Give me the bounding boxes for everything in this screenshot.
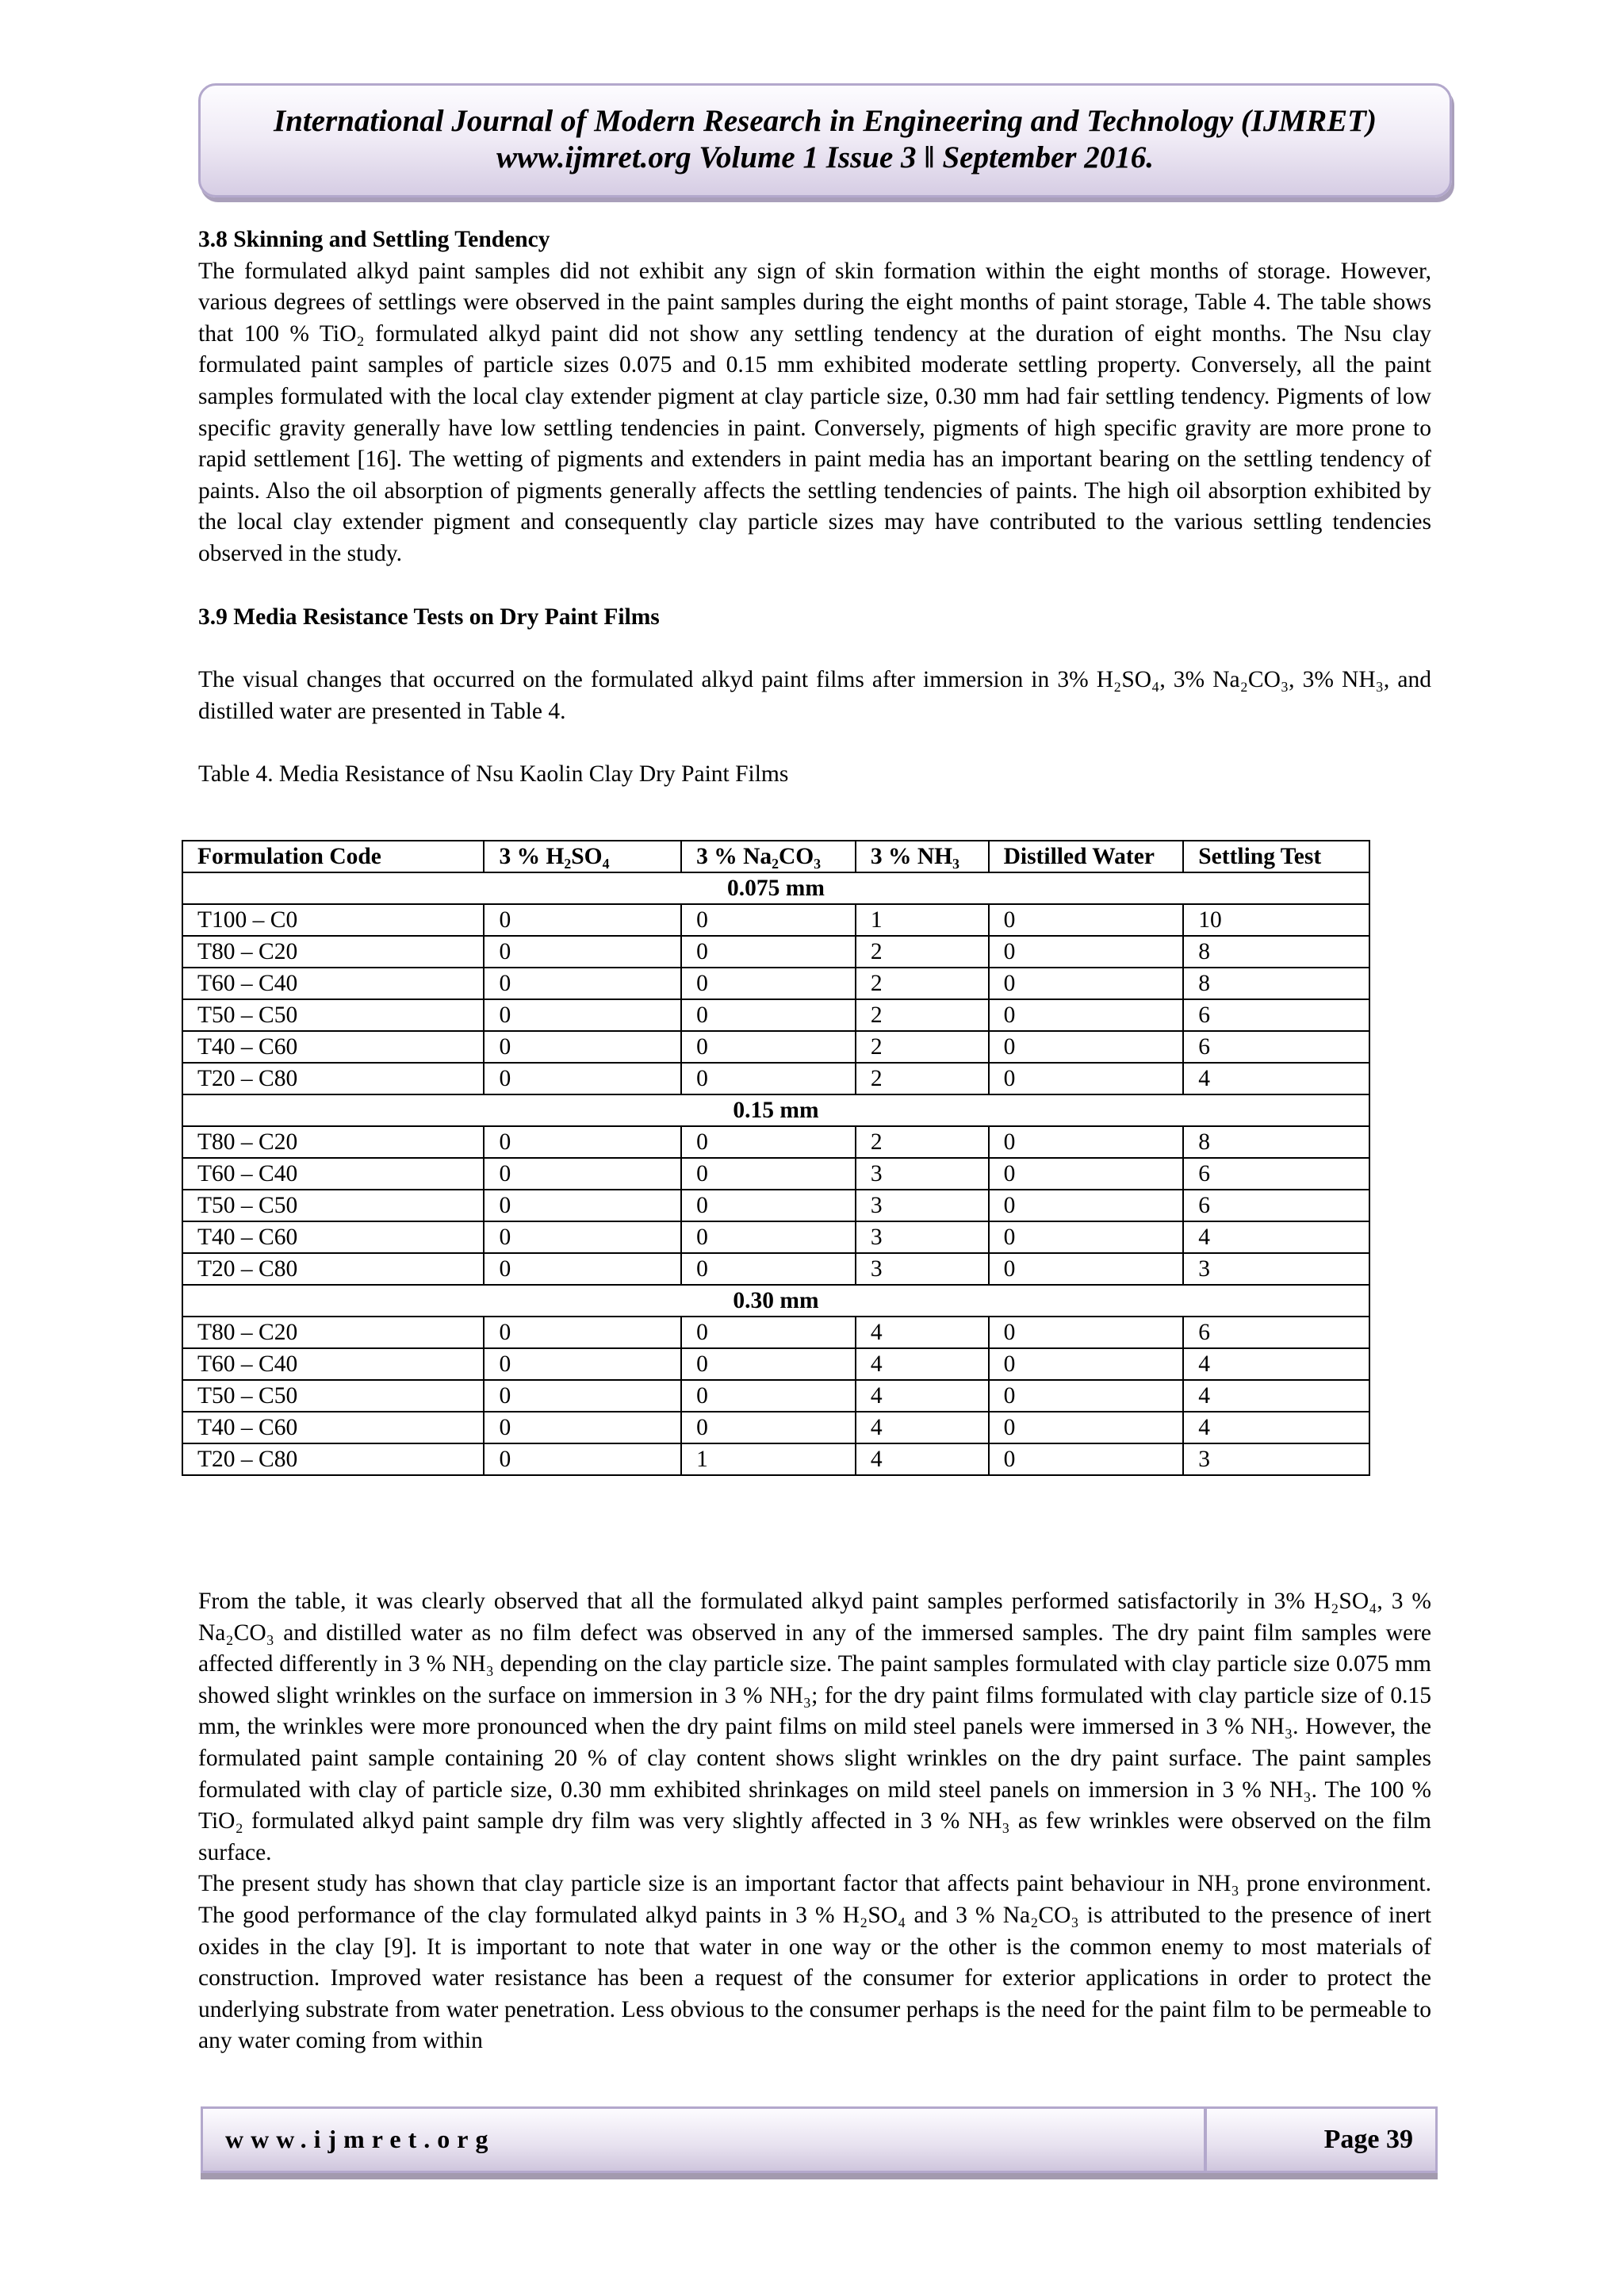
particle-size-group-row bbox=[182, 872, 1369, 904]
table-cell: 2 bbox=[856, 999, 989, 1031]
table-cell: 0 bbox=[989, 1443, 1184, 1475]
column-header: 3 % H₂SO₄ bbox=[484, 841, 681, 872]
table-cell: 3 bbox=[856, 1221, 989, 1253]
table-row bbox=[182, 1380, 1369, 1412]
section-3-8-text: The formulated alkyd paint samples did not exhibit any sign of skin formation within the eight months of storage. However, various degrees of settlings were observed in the paint samples during the eight months of paint storage, Table 4. The table shows that 100 % TiO₂ formulated alkyd paint did not show any settling tendency at the duration of eight months. The Nsu clay formulated paint samples of particle sizes 0.075 and 0.15 mm exhibited moderate settling property. Conversely, all the paint samples formulated with the local clay extender pigment at clay particle size, 0.30 mm had fair settling tendency. Pigments of low specific gravity generally have low settling tendencies in paint. Conversely, pigments of high specific gravity are more prone to rapid settlement [16]. The wetting of pigments and extenders in paint media has an important bearing on the settling tendency of paints. Also the oil absorption of pigments generally affects the settling tendencies of paints. The high oil absorption exhibited by the local clay extender pigment and consequently clay particle sizes may have contributed to the various settling tendencies observed in the study. bbox=[198, 258, 1431, 566]
table-cell: 0 bbox=[484, 1412, 681, 1443]
table-cell: 4 bbox=[1183, 1412, 1369, 1443]
journal-header bbox=[198, 83, 1452, 197]
table-cell: 4 bbox=[1183, 1221, 1369, 1253]
table-row bbox=[182, 999, 1369, 1031]
table-cell: 0 bbox=[989, 1253, 1184, 1285]
table-cell: 0 bbox=[484, 1031, 681, 1063]
table-cell: 0 bbox=[484, 1221, 681, 1253]
table-cell: 0 bbox=[484, 968, 681, 999]
table-cell: T40 – C60 bbox=[182, 1412, 484, 1443]
table-cell: 1 bbox=[681, 1443, 856, 1475]
table-row bbox=[182, 1443, 1369, 1475]
footer-url: www.ijmret.org bbox=[225, 2125, 496, 2153]
table-cell: 10 bbox=[1183, 904, 1369, 936]
journal-title: International Journal of Modern Research in Engineering and Technology (IJMRET) bbox=[274, 104, 1377, 138]
table-cell: T100 – C0 bbox=[182, 904, 484, 936]
footer-divider bbox=[1204, 2109, 1207, 2171]
table-row bbox=[182, 1126, 1369, 1158]
table-cell: 0 bbox=[681, 1158, 856, 1190]
table-row bbox=[182, 968, 1369, 999]
table-cell: T60 – C40 bbox=[182, 1158, 484, 1190]
table-cell: 0 bbox=[484, 999, 681, 1031]
table-row bbox=[182, 1063, 1369, 1094]
table-cell: 0 bbox=[989, 1221, 1184, 1253]
table-cell: 0 bbox=[681, 1221, 856, 1253]
table-row bbox=[182, 1031, 1369, 1063]
table-row bbox=[182, 1317, 1369, 1348]
particle-size-label: 0.15 mm bbox=[182, 1094, 1369, 1126]
table-cell: 0 bbox=[681, 1126, 856, 1158]
table-cell: 0 bbox=[681, 1190, 856, 1221]
discussion-paragraph-1: From the table, it was clearly observed that all the formulated alkyd paint samples performed satisfactorily in 3% H₂SO₄, 3 % Na₂CO₃ and distilled water as no film defect was observed in any of the immersed samples. The dry paint film samples were affected differently in 3 % NH₃ depending on the clay particle size. The paint samples formulated with clay particle size 0.075 mm showed slight wrinkles on the surface on immersion in 3 % NH₃; for the dry paint films formulated with clay particle size of 0.15 mm, the wrinkles were more pronounced when the dry paint films on mild steel panels were immersed in 3 % NH₃. However, the formulated paint sample containing 20 % of clay content shows slight wrinkles on the dry paint surface. The paint samples formulated with clay of particle size, 0.30 mm exhibited shrinkages on mild steel panels on immersion in 3 % NH₃. The 100 % TiO₂ formulated alkyd paint sample dry film was very slightly affected in 3 % NH₃ as few wrinkles were observed on the film surface. bbox=[198, 1589, 1431, 1865]
table-cell: T50 – C50 bbox=[182, 1190, 484, 1221]
table-row bbox=[182, 1158, 1369, 1190]
table-cell: 0 bbox=[681, 1348, 856, 1380]
table-cell: T20 – C80 bbox=[182, 1443, 484, 1475]
table-cell: 0 bbox=[681, 1253, 856, 1285]
table-cell: T20 – C80 bbox=[182, 1063, 484, 1094]
table-cell: 2 bbox=[856, 1126, 989, 1158]
table-cell: 4 bbox=[856, 1412, 989, 1443]
table-cell: 0 bbox=[484, 1190, 681, 1221]
table-cell: 1 bbox=[856, 904, 989, 936]
table-cell: 0 bbox=[989, 1190, 1184, 1221]
table-cell: 0 bbox=[989, 1063, 1184, 1094]
table-cell: 0 bbox=[681, 1031, 856, 1063]
table-cell: 0 bbox=[681, 1317, 856, 1348]
table-cell: 0 bbox=[989, 1126, 1184, 1158]
table-cell: 0 bbox=[989, 1348, 1184, 1380]
body-top bbox=[198, 224, 1431, 791]
table-row bbox=[182, 1412, 1369, 1443]
table-cell: 2 bbox=[856, 1063, 989, 1094]
particle-size-label: 0.30 mm bbox=[182, 1285, 1369, 1317]
table-cell: 2 bbox=[856, 1031, 989, 1063]
discussion bbox=[198, 1586, 1431, 2057]
page-footer bbox=[201, 2106, 1438, 2173]
column-header: 3 % Na₂CO₃ bbox=[681, 841, 856, 872]
section-3-8-heading: 3.8 Skinning and Settling Tendency bbox=[198, 227, 550, 252]
table-cell: 6 bbox=[1183, 1158, 1369, 1190]
table-cell: 0 bbox=[989, 1380, 1184, 1412]
section-3-9-text: The visual changes that occurred on the formulated alkyd paint films after immersion in 3% H₂SO₄, 3% Na₂CO₃, 3% NH₃, and distilled water are presented in Table 4. bbox=[198, 667, 1431, 724]
table-cell: T80 – C20 bbox=[182, 936, 484, 968]
particle-size-group-row bbox=[182, 1094, 1369, 1126]
table-cell: 0 bbox=[681, 1380, 856, 1412]
table-cell: T60 – C40 bbox=[182, 968, 484, 999]
column-header: 3 % NH₃ bbox=[856, 841, 989, 872]
table-cell: 3 bbox=[856, 1158, 989, 1190]
table-cell: 8 bbox=[1183, 968, 1369, 999]
table-cell: 0 bbox=[484, 936, 681, 968]
table-cell: 2 bbox=[856, 936, 989, 968]
table-cell: 6 bbox=[1183, 1190, 1369, 1221]
table-cell: 4 bbox=[856, 1380, 989, 1412]
column-header: Settling Test bbox=[1183, 841, 1369, 872]
table-row bbox=[182, 936, 1369, 968]
table-row bbox=[182, 904, 1369, 936]
table-cell: 0 bbox=[989, 968, 1184, 999]
table-cell: 3 bbox=[1183, 1253, 1369, 1285]
table-cell: 0 bbox=[681, 1412, 856, 1443]
particle-size-group-row bbox=[182, 1285, 1369, 1317]
table-cell: 0 bbox=[989, 904, 1184, 936]
table-cell: T40 – C60 bbox=[182, 1221, 484, 1253]
table-cell: 0 bbox=[989, 936, 1184, 968]
table-cell: 3 bbox=[856, 1190, 989, 1221]
table-cell: 3 bbox=[1183, 1443, 1369, 1475]
table-cell: 6 bbox=[1183, 1031, 1369, 1063]
journal-issue: www.ijmret.org Volume 1 Issue 3 ǁ September 2016. bbox=[496, 140, 1154, 174]
table-cell: 6 bbox=[1183, 1317, 1369, 1348]
table-cell: 4 bbox=[1183, 1348, 1369, 1380]
table-row bbox=[182, 1221, 1369, 1253]
table-cell: 4 bbox=[1183, 1063, 1369, 1094]
page-number: Page 39 bbox=[1323, 2125, 1413, 2154]
table-cell: 0 bbox=[484, 904, 681, 936]
table-cell: 0 bbox=[989, 1317, 1184, 1348]
column-header: Formulation Code bbox=[182, 841, 484, 872]
table-cell: 0 bbox=[484, 1348, 681, 1380]
media-resistance-table bbox=[182, 840, 1370, 1476]
table-cell: 3 bbox=[856, 1253, 989, 1285]
table-cell: 6 bbox=[1183, 999, 1369, 1031]
table-row bbox=[182, 1253, 1369, 1285]
table-cell: T80 – C20 bbox=[182, 1317, 484, 1348]
particle-size-label: 0.075 mm bbox=[182, 872, 1369, 904]
table-cell: 0 bbox=[484, 1253, 681, 1285]
table-cell: T80 – C20 bbox=[182, 1126, 484, 1158]
table-caption: Table 4. Media Resistance of Nsu Kaolin Clay Dry Paint Films bbox=[198, 761, 789, 788]
table-cell: 0 bbox=[484, 1158, 681, 1190]
table-cell: 8 bbox=[1183, 1126, 1369, 1158]
table-cell: T50 – C50 bbox=[182, 1380, 484, 1412]
table-cell: 0 bbox=[484, 1443, 681, 1475]
table-cell: 0 bbox=[681, 1063, 856, 1094]
table-cell: 4 bbox=[856, 1348, 989, 1380]
table-cell: 0 bbox=[989, 1412, 1184, 1443]
table-cell: 0 bbox=[681, 904, 856, 936]
table-cell: 0 bbox=[681, 936, 856, 968]
table-cell: 0 bbox=[989, 1158, 1184, 1190]
table-cell: 0 bbox=[484, 1380, 681, 1412]
table-cell: 4 bbox=[856, 1317, 989, 1348]
table-cell: 4 bbox=[856, 1443, 989, 1475]
table-cell: T50 – C50 bbox=[182, 999, 484, 1031]
table-header-row bbox=[182, 841, 1369, 872]
table-cell: 0 bbox=[484, 1317, 681, 1348]
column-header: Distilled Water bbox=[989, 841, 1184, 872]
section-3-9-heading: 3.9 Media Resistance Tests on Dry Paint Films bbox=[198, 604, 660, 630]
table-cell: 0 bbox=[989, 999, 1184, 1031]
table-cell: 8 bbox=[1183, 936, 1369, 968]
table-cell: 0 bbox=[484, 1126, 681, 1158]
discussion-paragraph-2: The present study has shown that clay particle size is an important factor that affects paint behaviour in NH₃ prone environment. The good performance of the clay formulated alkyd paints in 3 % H₂SO₄ and 3 % Na₂CO₃ is attributed to the presence of inert oxides in the clay [9]. It is important to note that water in one way or the other is the common enemy to most materials of construction. Improved water resistance has been a request of the consumer for exterior applications in order to protect the underlying substrate from water penetration. Less obvious to the consumer perhaps is the need for the paint film to be permeable to any water coming from within bbox=[198, 1871, 1431, 2054]
table-cell: T20 – C80 bbox=[182, 1253, 484, 1285]
table-row bbox=[182, 1348, 1369, 1380]
table-cell: 0 bbox=[681, 968, 856, 999]
table-cell: 2 bbox=[856, 968, 989, 999]
table-cell: T60 – C40 bbox=[182, 1348, 484, 1380]
table-row bbox=[182, 1190, 1369, 1221]
table-cell: 0 bbox=[484, 1063, 681, 1094]
table-cell: T40 – C60 bbox=[182, 1031, 484, 1063]
table-cell: 4 bbox=[1183, 1380, 1369, 1412]
table-cell: 0 bbox=[989, 1031, 1184, 1063]
table-cell: 0 bbox=[681, 999, 856, 1031]
